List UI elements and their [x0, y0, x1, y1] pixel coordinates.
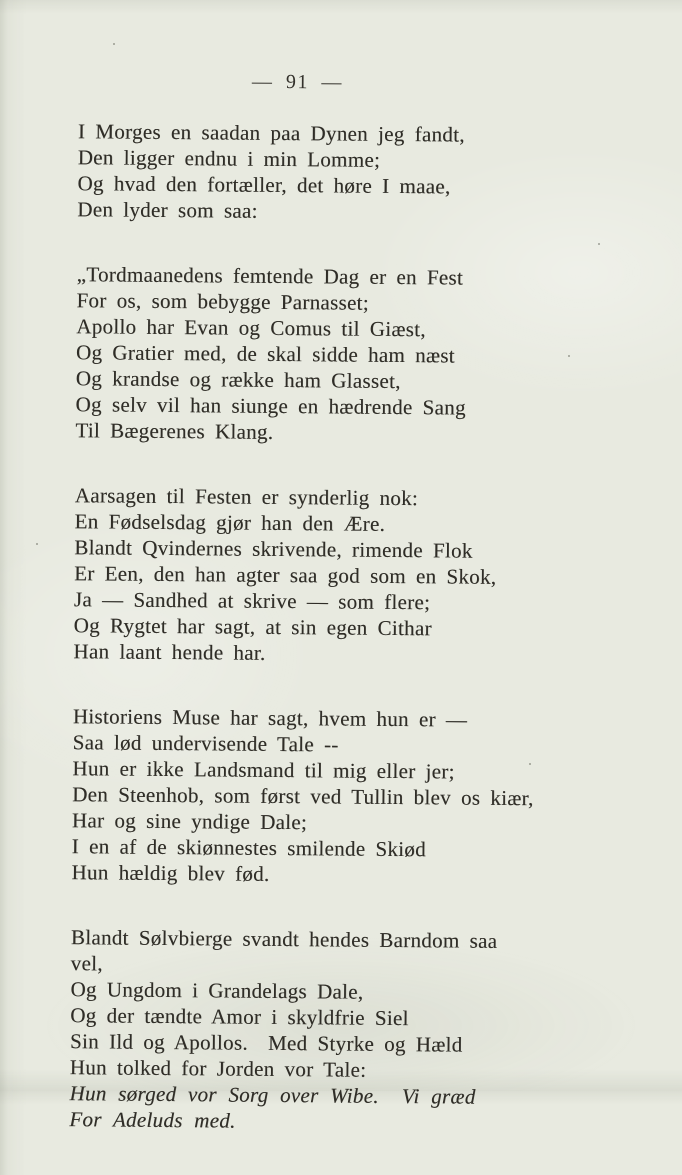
poem-line: Hun er ikke Landsmand til mig eller jer;: [72, 756, 455, 784]
poem-line: Har og sine yndige Dale;: [71, 808, 308, 835]
poem-line: „Tordmaanedens femtende Dag er en Fest: [76, 262, 464, 290]
poem-line: Blandt Qvindernes skrivende, rimende Flok: [74, 535, 473, 563]
stanza-1: [77, 118, 546, 226]
poem-line: Er Een, den han agter saa god som en Skok,: [74, 561, 497, 589]
poem-line: Og Rygtet har sagt, at sin egen Cithar: [73, 613, 432, 641]
poem-line: Apollo har Evan og Comus til Giæst,: [76, 314, 426, 342]
poem-line: Og krandse og række ham Glasset,: [75, 366, 401, 394]
poem-line: Aarsagen til Festen er synderlig nok:: [74, 483, 419, 511]
page-content: [69, 69, 547, 1175]
poem-line: Og selv vil han siunge en hædrende Sang: [75, 392, 466, 420]
poem-line: En Fødselsdag gjør han den Ære.: [74, 509, 386, 536]
stanza-5: [69, 924, 539, 1136]
paper-speck: [598, 243, 600, 245]
poem-line: For os, som bebygge Parnasset;: [76, 288, 370, 315]
poem-line: Og Gratier med, de skal sidde ham næst: [75, 340, 455, 368]
poem-line: Den ligger endnu i min Lomme;: [77, 145, 381, 172]
poem-line-italic: Hun sørged vor Sorg over Wibe. Vi græd: [69, 1081, 476, 1109]
poem-line: Blandt Sølvbierge svandt hendes Barndom saa vel,: [70, 925, 508, 976]
poem-line: Til Bægerenes Klang.: [75, 418, 274, 444]
poem-line: Sin Ild og Apollos. Med Styrke og Hæld: [69, 1029, 463, 1057]
stanza-4: [71, 703, 541, 889]
paper-speck: [113, 43, 115, 45]
stanza-2: [75, 261, 545, 447]
paper-speck: [568, 355, 570, 357]
poem-line: Hun tolked for Jorden vor Tale:: [69, 1055, 367, 1082]
poem-line: Og Ungdom i Grandelags Dale,: [70, 977, 364, 1004]
poem-line: I Morges en saadan paa Dynen jeg fandt,: [77, 119, 465, 147]
poem-line: Og hvad den fortæller, det høre I maae,: [77, 171, 451, 199]
poem-line: Ja — Sandhed at skrive — som flere;: [73, 587, 431, 615]
stanza-3: [73, 482, 543, 668]
paper-speck: [36, 543, 38, 545]
page-number: — 91 —: [251, 70, 344, 94]
poem-line: Han laant hende har.: [73, 639, 266, 665]
poem-line-italic: For Adeluds med.: [69, 1107, 236, 1133]
poem-line: Saa lød undervisende Tale --: [72, 730, 339, 757]
poem-line: I en af de skiønnestes smilende Skiød: [71, 834, 427, 862]
poem-line: Den Steenhob, som først ved Tullin blev os kiær,: [72, 782, 534, 811]
poem-line: Historiens Muse har sagt, hvem hun er —: [72, 704, 468, 732]
poem-line: Og der tændte Amor i skyldfrie Siel: [70, 1003, 409, 1031]
poem-line: Hun hældig blev fød.: [71, 860, 270, 886]
poem-line: Den lyder som saa:: [77, 197, 258, 223]
